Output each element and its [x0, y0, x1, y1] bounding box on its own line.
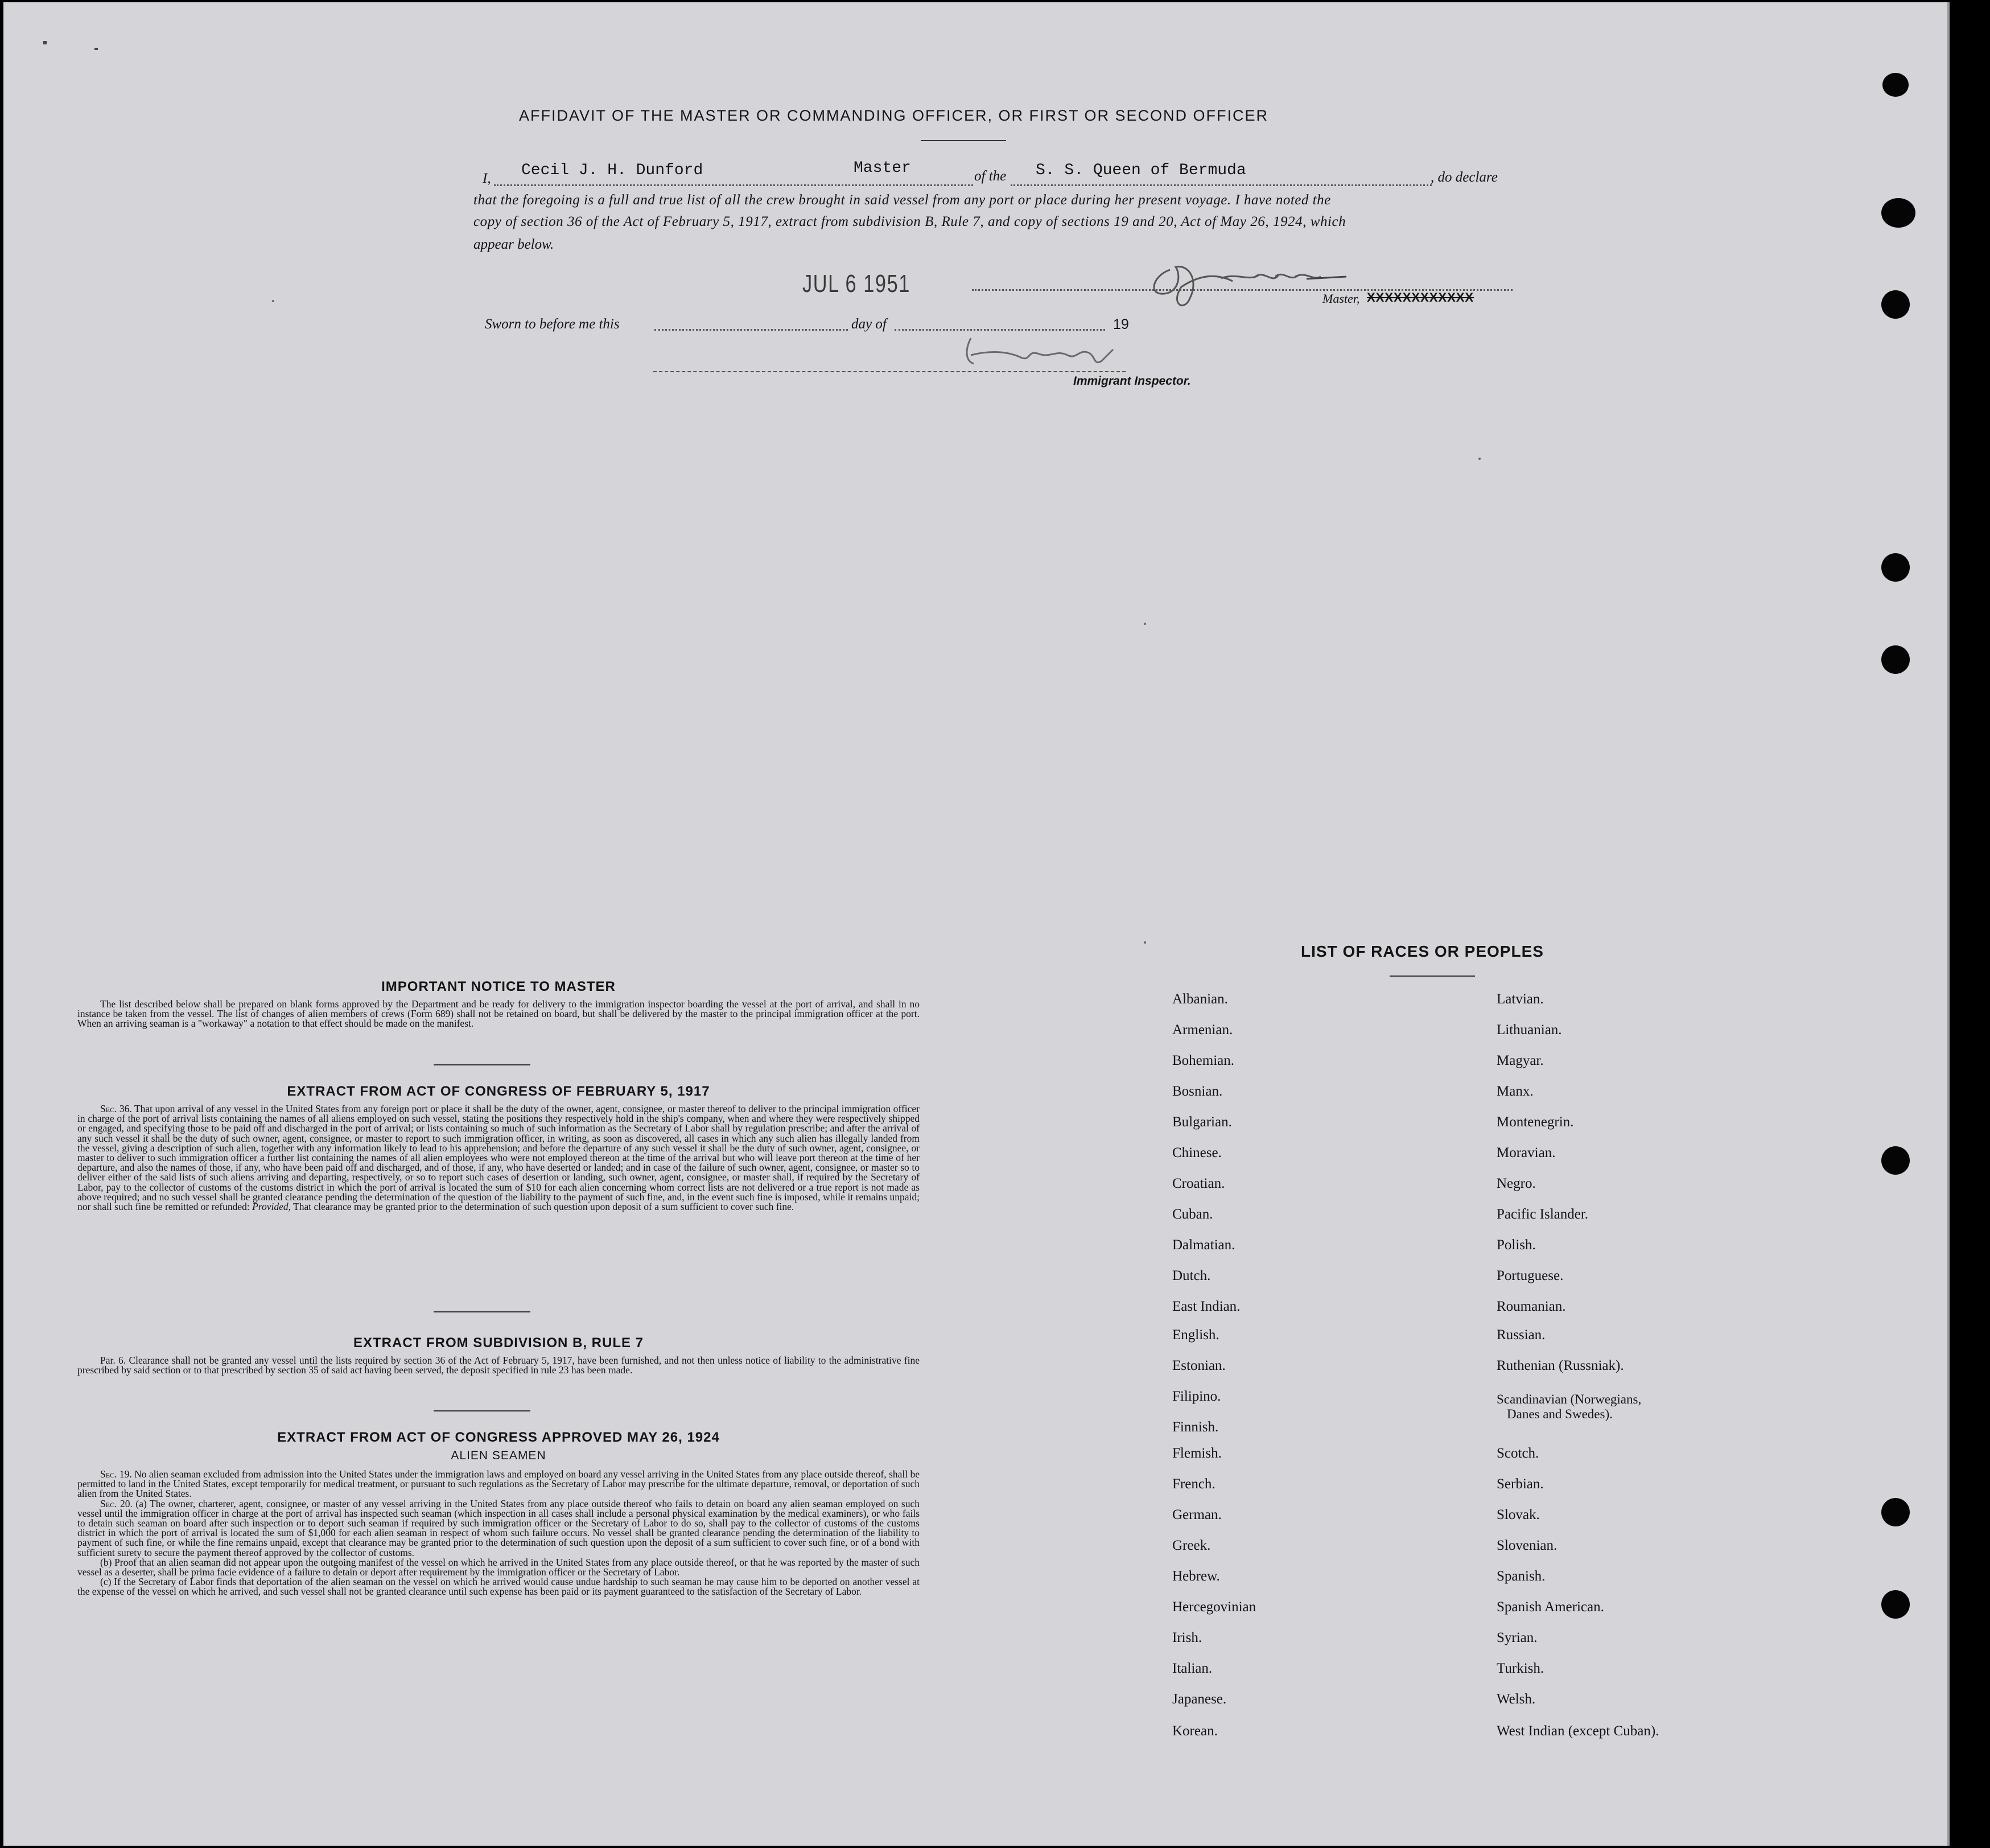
scan-speck: [272, 300, 274, 302]
race-left-item: Croatian.: [1172, 1176, 1225, 1191]
race-right-item: West Indian (except Cuban).: [1497, 1723, 1659, 1739]
race-right-item: Ruthenian (Russniak).: [1497, 1358, 1624, 1373]
document-page: [3, 2, 1950, 1846]
scan-speck: [43, 41, 47, 44]
race-right-item: Negro.: [1497, 1176, 1536, 1191]
race-left-item: Korean.: [1172, 1723, 1218, 1739]
race-right-item: Syrian.: [1497, 1630, 1538, 1645]
race-left-item: Hercegovinian: [1172, 1599, 1256, 1615]
extract-1917-title: EXTRACT FROM ACT OF CONGRESS OF FEBRUARY 5, 1917: [287, 1084, 710, 1099]
alien-seamen-subtitle: ALIEN SEAMEN: [451, 1449, 546, 1462]
master-signature: [1136, 241, 1352, 315]
race-right-item: Pacific Islander.: [1497, 1207, 1589, 1222]
notice-title: IMPORTANT NOTICE TO MASTER: [381, 979, 616, 994]
master-label: Master,: [1322, 291, 1360, 306]
race-left-item: Bohemian.: [1172, 1053, 1235, 1068]
race-left-item: Irish.: [1172, 1630, 1202, 1645]
inspector-label: Immigrant Inspector.: [1073, 374, 1191, 388]
race-right-item: Manx.: [1497, 1084, 1534, 1099]
race-left-item: Dalmatian.: [1172, 1237, 1235, 1253]
race-right-item: Slovenian.: [1497, 1538, 1558, 1553]
scan-edge: [1947, 2, 1950, 1846]
day-of-label: day of: [851, 316, 887, 332]
race-right-item: Spanish.: [1497, 1569, 1546, 1584]
vessel-name: S. S. Queen of Bermuda: [1036, 162, 1246, 179]
provided-word: Provided,: [252, 1201, 291, 1213]
race-right-item: Roumanian.: [1497, 1299, 1566, 1314]
sworn-month-line: [895, 329, 1105, 331]
affidavit-line-2: that the foregoing is a full and true list of all the crew brought in said vessel from any port or place during her present voyage. I have noted the: [473, 192, 1331, 208]
extract-1924-text: [77, 1470, 920, 1597]
of-the-label: of the: [974, 168, 1007, 184]
affidavit-line-3: copy of section 36 of the Act of February 5, 1917, extract from subdivision B, Rule 7, and copy of sections 19 and 20, Act of May 26, 1924, which: [473, 214, 1346, 229]
race-right-item: Welsh.: [1497, 1691, 1536, 1707]
race-right-item: Magyar.: [1497, 1053, 1544, 1068]
race-right-item: Scandinavian (Norwegians,: [1497, 1392, 1642, 1406]
vessel-line: [1011, 184, 1432, 186]
races-title: LIST OF RACES OR PEOPLES: [1301, 942, 1544, 960]
race-left-item: Albanian.: [1172, 991, 1228, 1007]
scan-speck: [1144, 941, 1146, 944]
punch-hole: [1882, 73, 1909, 97]
sec-20-par-c: (c) If the Secretary of Labor finds that deportation of the alien seaman on the vessel on which he arrived would cause undue hardship to such seaman he may cause him to be deported on another vessel at the expense of the vessel on which he arrived, and such vessel shall not be granted clearance until such expense has been paid or its payment guaranteed to the satisfaction of the Secretary of Labor.: [77, 1576, 920, 1598]
race-left-item: Filipino.: [1172, 1389, 1221, 1404]
rule-7-title: EXTRACT FROM SUBDIVISION B, RULE 7: [353, 1335, 644, 1351]
race-right-item: Serbian.: [1497, 1476, 1544, 1492]
race-left-item: Chinese.: [1172, 1145, 1222, 1160]
inspector-signature-line: [653, 371, 1126, 372]
race-right-item: Polish.: [1497, 1237, 1536, 1253]
sec-19-label: Sec. 19.: [100, 1468, 132, 1480]
races-title-rule: [1390, 976, 1475, 977]
race-right-item: Slovak.: [1497, 1507, 1540, 1522]
date-stamp: JUL 6 1951: [802, 270, 910, 298]
punch-hole: [1881, 290, 1910, 319]
section-rule: [434, 1410, 530, 1411]
race-left-item: Estonian.: [1172, 1358, 1226, 1373]
race-left-item: Greek.: [1172, 1538, 1211, 1553]
sworn-day-line: [654, 329, 848, 331]
section-rule: [434, 1064, 530, 1065]
name-line: [494, 184, 973, 186]
section-rule: [434, 1311, 530, 1312]
race-left-item: Dutch.: [1172, 1268, 1211, 1283]
race-right-item: Turkish.: [1497, 1661, 1544, 1676]
race-right-item: Portuguese.: [1497, 1268, 1564, 1283]
sec-36-tail: That clearance may be granted prior to the determination of such question upon deposit of a sum sufficient to cover such fine.: [293, 1201, 794, 1213]
scan-speck: [94, 48, 98, 50]
inspector-signature: [959, 332, 1130, 372]
punch-hole: [1881, 553, 1910, 582]
title-rule: [921, 140, 1006, 141]
rule-7-text: [77, 1356, 920, 1375]
do-declare-label: , do declare: [1431, 170, 1498, 185]
race-right-item: Russian.: [1497, 1327, 1546, 1343]
race-left-item: Flemish.: [1172, 1446, 1222, 1461]
sec-19-body: No alien seaman excluded from admission into the United States under the immigration laws and employed on board any vessel arriving in the United States from any place outside thereof, shall be permitted to land in the United States, except temporarily for medical treatment, or pursuant to such regulations as the Secretary of Labor may prescribe for the ultimate departure, removal, or deportation of such alien from the United States.: [77, 1468, 920, 1500]
race-left-item: East Indian.: [1172, 1299, 1241, 1314]
sec-36-label: Sec. 36.: [100, 1103, 132, 1114]
race-left-item: Hebrew.: [1172, 1569, 1220, 1584]
scan-speck: [1478, 458, 1481, 460]
notice-text: [77, 999, 920, 1029]
race-left-item: Armenian.: [1172, 1022, 1233, 1038]
extract-1917-text: [77, 1104, 920, 1212]
race-right-item: Spanish American.: [1497, 1599, 1604, 1615]
master-name: Cecil J. H. Dunford: [521, 162, 703, 179]
sec-20-label: Sec. 20.: [100, 1497, 133, 1509]
race-right-item: Montenegrin.: [1497, 1114, 1574, 1130]
race-left-item: Japanese.: [1172, 1691, 1227, 1707]
race-right-item: Moravian.: [1497, 1145, 1556, 1160]
sec-36-body: That upon arrival of any vessel in the United States from any foreign port or place it shall be the duty of the owner, agent, consignee, or master thereof to deliver to the principal immigration officer in charge of the port of arrival lists containing the names of all aliens employed on such vessel, stating the positions they respectively hold in the ship's company, when and where they were respectively shipped or engaged, and specifying those to be paid off and discharged in the port of arrival; or lists containing so much of such information as the Secretary of Labor shall by regulation prescribe; and after the arrival of any such vessel it shall be the duty of such owner, agent, consignee, or master to report to such immigration officer, in writing, as soon as discovered, all cases in which any such alien has illegally landed from the vessel, giving a description of such alien, together with any information likely to lead to his apprehension; and before the departure of any such vessel it shall be the duty of such owner, agent, consignee, or master to deliver to such immigration officer a further list containing the names of all alien employees who were not employed thereon at the time of the arrival but who will leave port thereon at the time of her departure, and also the names of those, if any, who have been paid off and discharged, and of those, if any, who have deserted or landed; and in case of the failure of such owner, agent, consignee, or master so to deliver either of the said lists of such aliens arriving and departing, respectively, or so to report such cases of desertion or landing, such owner, agent, consignee, or master shall, if required by the Secretary of Labor, pay to the collector of customs of the customs district in which the port of arrival is located the sum of $10 for each alien concerning whom correct lists are not delivered or a true report is not made as above required; and no such vessel shall be granted clearance pending the determination of the question of the liability to the payment of such fine, and, in the event such fine is imposed, while it remains unpaid; nor shall such fine be remitted or refunded:: [77, 1103, 920, 1213]
race-right-item: Danes and Swedes).: [1507, 1407, 1613, 1421]
rule-7-paragraph: Par. 6. Clearance shall not be granted any vessel until the lists required by section 36 of the Act of February 5, 1917, have been furnished, and not then unless notice of liability to the administrative fine prescribed by said section or to that prescribed by section 35 of said act having been served, the deposit specified in rule 23 has been made.: [77, 1355, 920, 1376]
punch-hole: [1881, 198, 1915, 228]
affidavit-line-4: appear below.: [473, 237, 554, 252]
race-right-item: Scotch.: [1497, 1446, 1539, 1461]
punch-hole: [1881, 1590, 1910, 1619]
race-left-item: Italian.: [1172, 1661, 1213, 1676]
punch-hole: [1881, 1146, 1910, 1175]
race-right-item: Lithuanian.: [1497, 1022, 1562, 1038]
affidavit-title: AFFIDAVIT OF THE MASTER OR COMMANDING OFFICER, OR FIRST OR SECOND OFFICER: [519, 107, 1269, 124]
extract-1924-title: EXTRACT FROM ACT OF CONGRESS APPROVED MAY 26, 1924: [277, 1430, 720, 1445]
struck-title: XXXXXXXXXXXX: [1367, 290, 1474, 304]
year-prefix: 19: [1113, 316, 1129, 332]
race-left-item: English.: [1172, 1327, 1219, 1343]
scan-speck: [1144, 623, 1146, 625]
race-left-item: French.: [1172, 1476, 1216, 1492]
sec-20-body: (a) The owner, charterer, agent, consignee, or master of any vessel arriving in the United States from any place outside thereof who fails to detain on board any alien seaman employed on such vessel until the immigration officer in charge at the port of arrival has inspected such seaman (which inspection in all cases shall include a personal physical examination by the medical examiners), or who fails to detain such seaman on board after such inspection or to deport such seaman if required by such immigration officer or the Secretary of Labor to do so, shall pay to the collector of customs of the customs district in which the port of arrival is located the sum of $1,000 for each alien seaman in respect of whom such failure occurs. No vessel shall be granted clearance pending the determination of the liability to payment of such fine, or while the fine remains unpaid, except that clearance may be granted prior to the determination of such question upon the deposit of a sum sufficient to cover such fine, or of a bond with sufficient surety to secure the payment thereof approved by the collector of customs.: [77, 1497, 920, 1558]
punch-hole: [1881, 645, 1910, 674]
officer-rank: Master: [854, 159, 911, 177]
race-left-item: Bosnian.: [1172, 1084, 1223, 1099]
race-left-item: Finnish.: [1172, 1419, 1219, 1435]
race-left-item: Cuban.: [1172, 1207, 1213, 1222]
notice-paragraph: The list described below shall be prepared on blank forms approved by the Department and be ready for delivery to the immigration inspector boarding the vessel at the port of arrival, and shall in no instance be taken from the vessel. The list of changes of alien members of crews (Form 689) shall not be retained on board, but shall be delivered by the master to the principal immigration officer at the port. When an arriving seaman is a "workaway" a notation to that effect should be made on the manifest.: [77, 998, 920, 1030]
sworn-label: Sworn to before me this: [485, 316, 620, 332]
sec-20-par-b: (b) Proof that an alien seaman did not appear upon the outgoing manifest of the vessel on which he arrived in the United States from any place outside thereof, or that he was reported by the master of such vessel as a deserter, shall be prima facie evidence of a failure to detain or deport after requirement by the immigration officer or the Secretary of Labor.: [77, 1556, 920, 1578]
race-right-item: Latvian.: [1497, 991, 1544, 1007]
punch-hole: [1881, 1498, 1910, 1526]
race-left-item: German.: [1172, 1507, 1222, 1522]
race-left-item: Bulgarian.: [1172, 1114, 1232, 1130]
affidavit-i: I,: [483, 171, 491, 186]
